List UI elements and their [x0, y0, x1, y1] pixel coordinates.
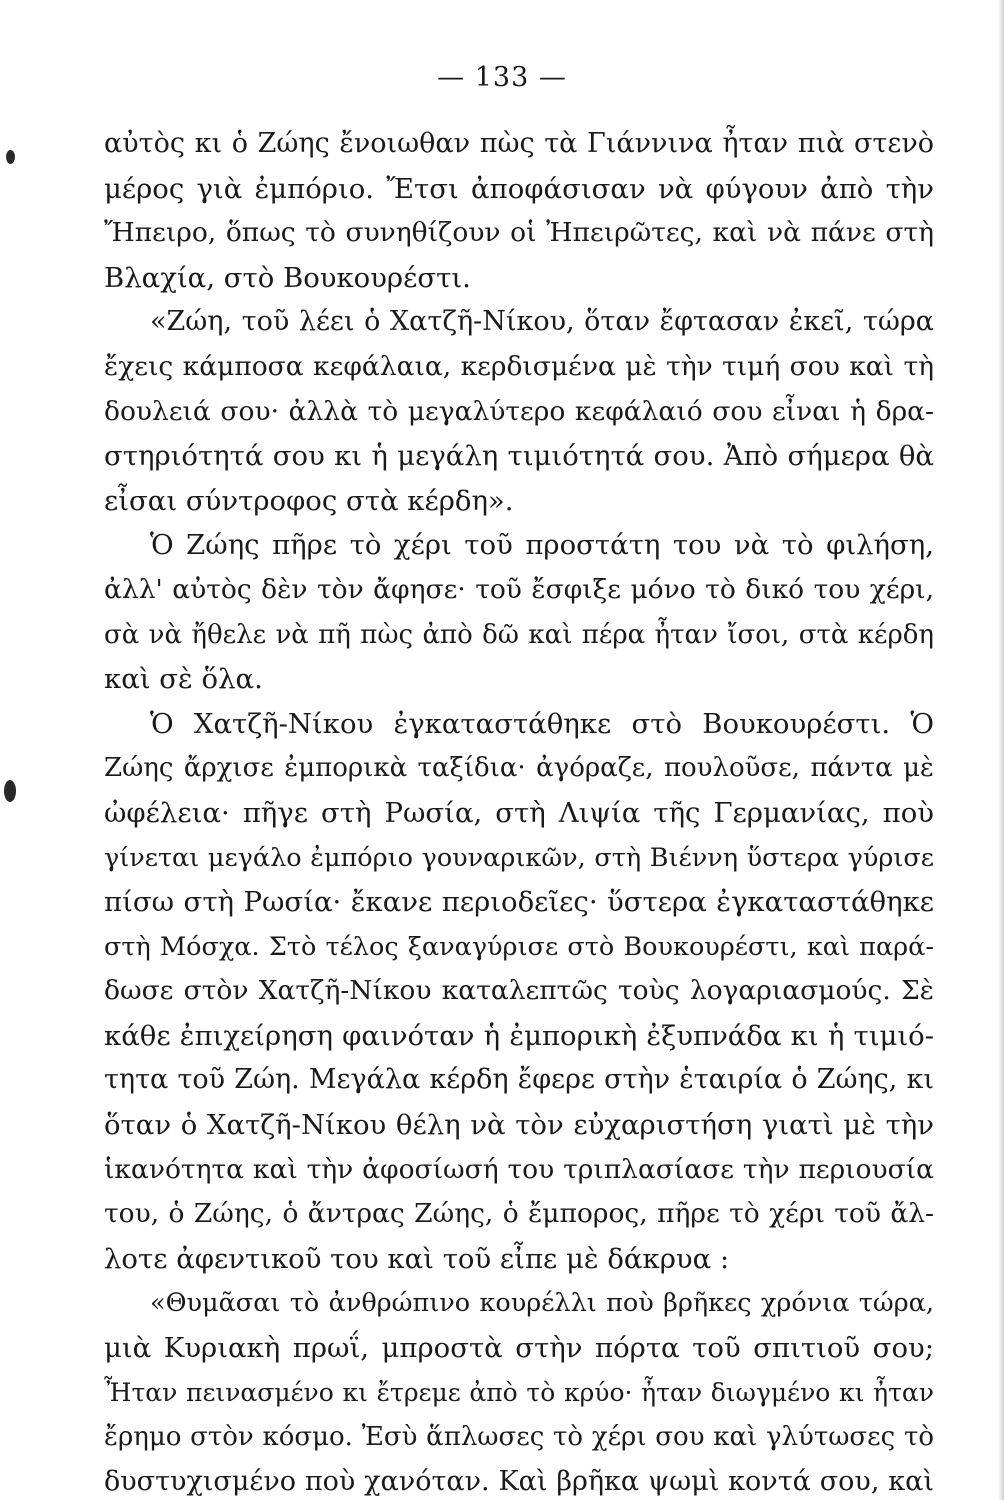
- text-line: Βλαχία, στὸ Βουκουρέστι.: [104, 261, 471, 294]
- text-line: γίνεται μεγάλο ἐμπόριο γουναρικῶν, στὴ Βιέννη ὕστερα γύρισε: [104, 842, 934, 873]
- text-line: λοτε ἀφεντικοῦ του καὶ τοῦ εἶπε μὲ δάκρυα :: [104, 1242, 730, 1275]
- text-line: μέρος γιὰ ἐμπόριο. Ἔτσι ἀποφάσισαν νὰ φύγουν ἀπὸ τὴν: [104, 172, 934, 205]
- text-line: «Θυμᾶσαι τὸ ἀνθρώπινο κουρέλλι ποὺ βρῆκες χρόνια τώρα,: [150, 1288, 934, 1319]
- text-line: κάθε ἐπιχείρηση φαινόταν ἡ ἐμπορικὴ ἐξυπνάδα κι ἡ τιμιό-: [104, 1019, 934, 1052]
- text-line: σὰ νὰ ἤθελε νὰ πῆ πὼς ἀπὸ δῶ καὶ πέρα ἦταν ἴσοι, στὰ κέρδη: [104, 619, 934, 650]
- text-line: δουλειά σου· ἀλλὰ τὸ μεγαλύτερο κεφάλαιό σου εἶναι ἡ δρα-: [104, 395, 934, 427]
- text-line: Ὁ Χατζῆ-Νίκου ἐγκαταστάθηκε στὸ Βουκουρέστι. Ὁ: [150, 707, 934, 740]
- text-line: Ὁ Ζώης πῆρε τὸ χέρι τοῦ προστάτη του νὰ τὸ φιλήση,: [150, 529, 934, 562]
- page-edge-shadow: [998, 0, 1004, 1500]
- text-line: Ζώης ἄρχισε ἐμπορικὰ ταξίδια· ἀγόραζε, πουλοῦσε, πάντα μὲ: [104, 753, 934, 784]
- text-line: αὐτὸς κι ὁ Ζώης ἔνοιωθαν πὼς τὰ Γιάννινα ἦταν πιὰ στενὸ: [104, 128, 934, 159]
- scan-speck-mark: [4, 780, 16, 802]
- text-line: ἔρημο στὸν κόσμο. Ἐσὺ ἅπλωσες τὸ χέρι σου καὶ γλύτωσες τὸ: [104, 1422, 934, 1453]
- text-line: ἱκανότητα καὶ τὴν ἀφοσίωσή του τριπλασίασε τὴν περιουσία: [104, 1153, 934, 1185]
- text-line: Ἤπειρο, ὅπως τὸ συνηθίζουν οἱ Ἠπειρῶτες, καὶ νὰ πάνε στὴ: [104, 217, 934, 249]
- text-line: ὠφέλεια· πῆγε στὴ Ρωσία, στὴ Λιψία τῆς Γερμανίας, ποὺ: [104, 796, 934, 829]
- text-line: ὅταν ὁ Χατζῆ-Νίκου θέλη νὰ τὸν εὐχαριστήση γιατὶ μὲ τὴν: [104, 1109, 934, 1142]
- body-text: [104, 122, 934, 1504]
- text-line: μιὰ Κυριακὴ πρωΐ, μπροστὰ στὴν πόρτα τοῦ σπιτιοῦ σου;: [104, 1332, 934, 1365]
- text-line: του, ὁ Ζώης, ὁ ἄντρας Ζώης, ὁ ἔμπορος, πῆρε τὸ χέρι τοῦ ἄλ-: [104, 1198, 934, 1230]
- text-line: δωσε στὸν Χατζῆ-Νίκου καταλεπτῶς τοὺς λογαριασμούς. Σὲ: [104, 975, 934, 1007]
- text-line: εἶσαι σύντροφος στὰ κέρδη».: [104, 484, 514, 517]
- text-line: πίσω στὴ Ρωσία· ἔκανε περιοδεῖες· ὕστερα ἐγκαταστάθηκε: [104, 886, 934, 919]
- text-line: καὶ σὲ ὅλα.: [104, 663, 263, 696]
- text-line: ἔχεις κάμποσα κεφάλαια, κερδισμένα μὲ τὴν τιμή σου καὶ τὴ: [104, 350, 934, 382]
- scan-speck-mark: [6, 150, 15, 164]
- text-line: στὴ Μόσχα. Στὸ τέλος ξαναγύρισε στὸ Βουκουρέστι, καὶ παρά-: [104, 931, 934, 962]
- text-line: Ἦταν πεινασμένο κι ἔτρεμε ἀπὸ τὸ κρύο· ἦταν διωγμένο κι ἦταν: [104, 1377, 934, 1407]
- text-line: δυστυχισμένο ποὺ χανόταν. Καὶ βρῆκα ψωμὶ κοντά σου, καὶ: [104, 1465, 934, 1497]
- page-number: — 133 —: [437, 62, 567, 93]
- text-line: τητα τοῦ Ζώη. Μεγάλα κέρδη ἔφερε στὴν ἑταιρία ὁ Ζώης, κι: [104, 1064, 934, 1096]
- text-line: στηριότητά σου κι ἡ μεγάλη τιμιότητά σου. Ἀπὸ σήμερα θὰ: [104, 440, 934, 473]
- text-line: ἀλλ' αὐτὸς δὲν τὸν ἄφησε· τοῦ ἔσφιξε μόνο τὸ δικό του χέρι,: [104, 573, 934, 605]
- text-line: «Ζώη, τοῦ λέει ὁ Χατζῆ-Νίκου, ὅταν ἔφτασαν ἐκεῖ, τώρα: [150, 306, 934, 338]
